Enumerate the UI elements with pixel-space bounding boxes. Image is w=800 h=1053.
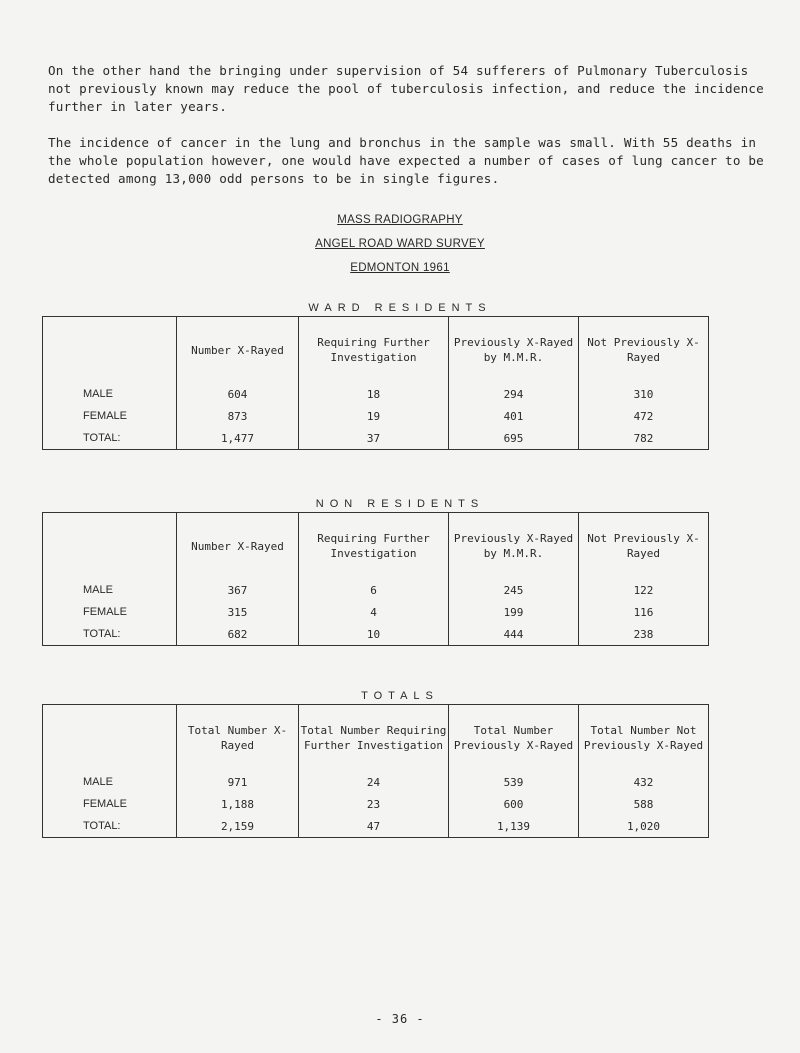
paragraph-tuberculosis: On the other hand the bringing under supervision of 54 sufferers of Pulmonary Tuberculosis not previously known may reduce the pool of tuberculosis infection, and reduce the incidence further in later years.: [48, 63, 764, 114]
table-cell: 10: [299, 623, 449, 646]
row-label: FEMALE: [43, 601, 177, 623]
row-label: TOTAL:: [43, 427, 177, 450]
row-label: TOTAL:: [43, 623, 177, 646]
column-header: Number X-Rayed: [177, 513, 299, 580]
column-header: Number X-Rayed: [177, 317, 299, 384]
table-cell: 122: [579, 579, 709, 601]
table-row: [43, 405, 709, 427]
table-cell: 695: [449, 427, 579, 450]
column-header: Requiring Further Investigation: [299, 317, 449, 384]
column-header: Not Previously X-Rayed: [579, 513, 709, 580]
table-cell: 47: [299, 815, 449, 838]
paragraph-lung-cancer: The incidence of cancer in the lung and bronchus in the sample was small. With 55 deaths in the whole population however, one would have expected a number of cases of lung cancer to be detected among 13,000 odd persons to be in single figures.: [48, 135, 764, 186]
row-label: FEMALE: [43, 793, 177, 815]
heading-mass-radiography: MASS RADIOGRAPHY: [337, 214, 463, 226]
heading-survey: ANGEL ROAD WARD SURVEY: [315, 238, 485, 250]
table-title-non-residents: NON RESIDENTS: [315, 498, 485, 510]
heading-place-year: EDMONTON 1961: [350, 262, 450, 274]
table-cell: 432: [579, 771, 709, 793]
table-cell: 245: [449, 579, 579, 601]
row-label: FEMALE: [43, 405, 177, 427]
table-cell: 444: [449, 623, 579, 646]
column-header: Total Number Previously X-Rayed: [449, 705, 579, 772]
table-cell: 315: [177, 601, 299, 623]
row-label: MALE: [43, 579, 177, 601]
table-cell: 1,139: [449, 815, 579, 838]
table-cell: 1,020: [579, 815, 709, 838]
row-label-header: [43, 705, 177, 772]
table-cell: 310: [579, 383, 709, 405]
ward-residents-table: [42, 316, 709, 450]
table-cell: 199: [449, 601, 579, 623]
column-header: Not Previously X-Rayed: [579, 317, 709, 384]
table-row: [43, 771, 709, 793]
table-row: [43, 793, 709, 815]
table-row-total: [43, 815, 709, 838]
table-cell: 604: [177, 383, 299, 405]
table-cell: 238: [579, 623, 709, 646]
non-residents-table: [42, 512, 709, 646]
table-cell: 1,188: [177, 793, 299, 815]
table-cell: 588: [579, 793, 709, 815]
table-cell: 682: [177, 623, 299, 646]
table-cell: 18: [299, 383, 449, 405]
table-cell: 37: [299, 427, 449, 450]
row-label: MALE: [43, 771, 177, 793]
row-label-header: [43, 513, 177, 580]
column-header: Requiring Further Investigation: [299, 513, 449, 580]
column-header: Total Number Not Previously X-Rayed: [579, 705, 709, 772]
table-cell: 6: [299, 579, 449, 601]
totals-table: [42, 704, 709, 838]
column-header: Total Number X-Rayed: [177, 705, 299, 772]
table-cell: 2,159: [177, 815, 299, 838]
table-row-total: [43, 427, 709, 450]
table-cell: 4: [299, 601, 449, 623]
table-cell: 539: [449, 771, 579, 793]
table-cell: 782: [579, 427, 709, 450]
column-header: Previously X-Rayed by M.M.R.: [449, 317, 579, 384]
table-cell: 971: [177, 771, 299, 793]
table-cell: 367: [177, 579, 299, 601]
table-row: [43, 579, 709, 601]
table-cell: 116: [579, 601, 709, 623]
row-label: TOTAL:: [43, 815, 177, 838]
row-label-header: [43, 317, 177, 384]
table-row-total: [43, 623, 709, 646]
table-cell: 24: [299, 771, 449, 793]
column-header: Total Number Requiring Further Investigation: [299, 705, 449, 772]
page-number: - 36 -: [375, 1012, 425, 1026]
row-label: MALE: [43, 383, 177, 405]
table-cell: 472: [579, 405, 709, 427]
table-cell: 1,477: [177, 427, 299, 450]
table-cell: 19: [299, 405, 449, 427]
table-row: [43, 601, 709, 623]
table-cell: 600: [449, 793, 579, 815]
table-title-ward-residents: WARD RESIDENTS: [308, 302, 492, 314]
table-cell: 401: [449, 405, 579, 427]
table-cell: 873: [177, 405, 299, 427]
column-header: Previously X-Rayed by M.M.R.: [449, 513, 579, 580]
table-cell: 294: [449, 383, 579, 405]
table-row: [43, 383, 709, 405]
table-cell: 23: [299, 793, 449, 815]
table-title-totals: TOTALS: [361, 690, 439, 702]
